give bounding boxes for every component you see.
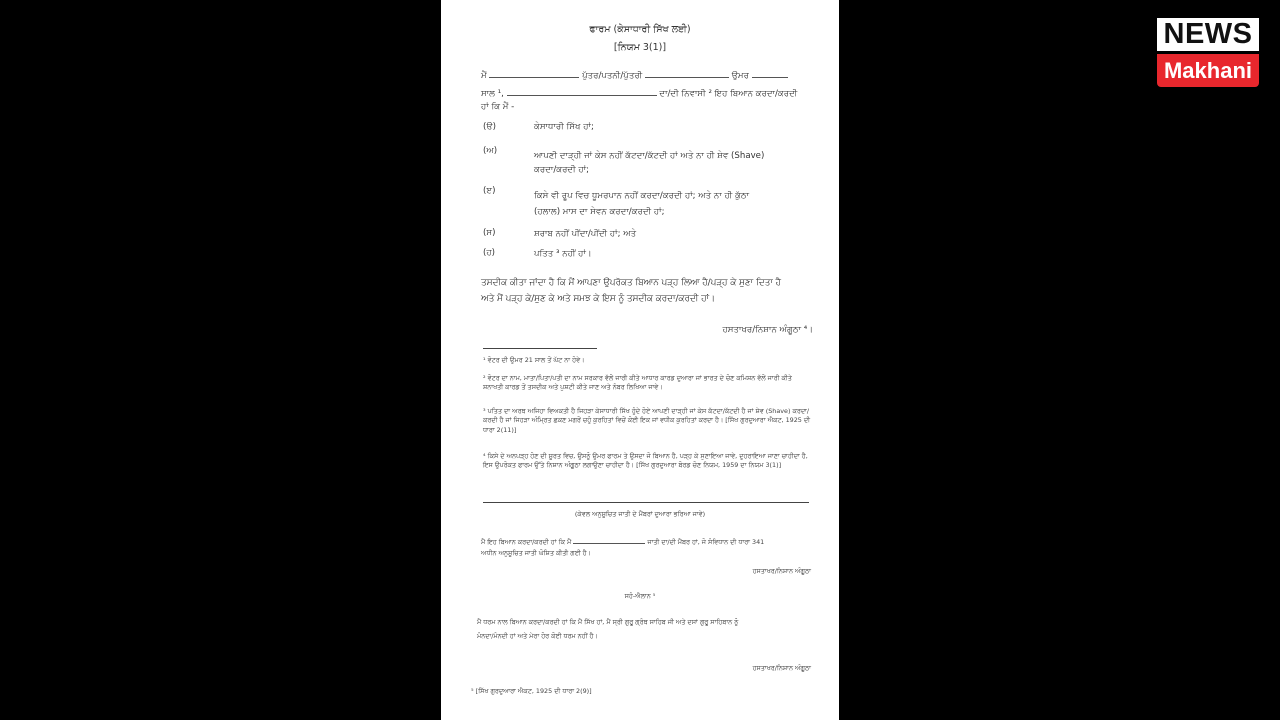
line1-a: ਮੈਂ — [481, 71, 487, 81]
relation-blank — [645, 68, 729, 78]
news-makhani-logo — [1157, 18, 1259, 87]
line2-a: ਸਾਲ ¹, — [481, 89, 504, 99]
sc-line-1 — [481, 536, 764, 547]
form-line-1 — [481, 68, 788, 83]
sahajdhari-heading: ਸਹੰ-ਐਲਾਨ ⁵ — [624, 592, 656, 600]
item-text: ਆਪਣੀ ਦਾੜ੍ਹੀ ਜਾਂ ਕੇਸ ਨਹੀਂ ਕੱਟਦਾ/ਕੱਟਦੀ ਹਾਂ ਅਤੇ ਨਾ ਹੀ ਸ਼ੇਵ (Shave) — [534, 151, 765, 161]
logo-top-text: NEWS — [1157, 18, 1259, 51]
logo-bottom-text: Makhani — [1157, 54, 1259, 87]
footnote-1: ¹ ਵੋਟਰ ਦੀ ਉਮਰ 21 ਸਾਲ ਤੋਂ ਘੱਟ ਨਾ ਹੋਵੇ। — [483, 356, 585, 364]
item-label: (ੳ) — [483, 122, 496, 132]
age-blank — [752, 68, 788, 78]
footnote-divider — [483, 348, 597, 349]
sahajdhari-line-1: ਮੈਂ ਧਰਮ ਨਾਲ ਬਿਆਨ ਕਰਦਾ/ਕਰਦੀ ਹਾਂ ਕਿ ਮੈਂ ਸਿੱਖ ਹਾਂ, ਮੈਂ ਸ੍ਰੀ ਗੁਰੂ ਗ੍ਰੰਥ ਸਾਹਿਬ ਜੀ ਅਤੇ ਦਸਾਂ ਗੁਰੂ ਸਾਹਿਬਾਨ ਨੂੰ — [477, 618, 739, 626]
verification-line-1: ਤਸਦੀਕ ਕੀਤਾ ਜਾਂਦਾ ਹੈ ਕਿ ਮੈਂ ਆਪਣਾ ਉਪਰੋਕਤ ਬਿਆਨ ਪੜ੍ਹ ਲਿਆ ਹੈ/ਪੜ੍ਹ ਕੇ ਸੁਣਾ ਦਿਤਾ ਹੈ — [481, 278, 781, 288]
form-rule: [ਨਿਯਮ 3(1)] — [613, 42, 667, 53]
item-text-cont: ਕਰਦਾ/ਕਰਦੀ ਹਾਂ; — [534, 165, 590, 175]
form-line-2 — [481, 86, 797, 101]
sc-line-2: ਅਧੀਨ ਅਨੁਸੂਚਿਤ ਜਾਤੀ ਘੋਸ਼ਿਤ ਕੀਤੀ ਗਈ ਹੈ। — [481, 549, 591, 557]
sc-line1-a: ਮੈਂ ਇਹ ਬਿਆਨ ਕਰਦਾ/ਕਰਦੀ ਹਾਂ ਕਿ ਮੈਂ — [481, 538, 572, 546]
residence-blank — [507, 86, 657, 96]
item-text: ਕਿਸੇ ਵੀ ਰੂਪ ਵਿਚ ਧੂਮਰਪਾਨ ਨਹੀਂ ਕਰਦਾ/ਕਰਦੀ ਹਾਂ; ਅਤੇ ਨਾ ਹੀ ਕੁੱਠਾ — [534, 191, 750, 201]
signature-label: ਹਸਤਾਖਰ/ਨਿਸ਼ਾਨ ਅੰਗੂਠਾ ⁴। — [722, 325, 813, 335]
item-label: (ਹ) — [483, 248, 495, 258]
line2-b: ਦਾ/ਦੀ ਨਿਵਾਸੀ ² ਇਹ ਬਿਆਨ ਕਰਦਾ/ਕਰਦੀ — [659, 89, 798, 99]
item-text: ਕੇਸਾਧਾਰੀ ਸਿੱਖ ਹਾਂ; — [534, 122, 594, 132]
bottom-footnote: ⁵ [ਸਿੱਖ ਗੁਰਦੁਆਰਾ ਐਕਟ, 1925 ਦੀ ਧਾਰਾ 2(9)] — [471, 687, 592, 695]
footnote-2: ² ਵੋਟਰ ਦਾ ਨਾਮ, ਮਾਤਾ/ਪਿਤਾ/ਪਤੀ ਦਾ ਨਾਮ ਸਰਕਾਰ ਵੱਲੋਂ ਜਾਰੀ ਕੀਤੇ ਆਧਾਰ ਕਾਰਡ ਦੁਆਰਾ ਜਾਂ ਭਾਰਤ ਦੇ ਚੋਣ ਕਮਿਸ਼ਨ ਵੱਲੋਂ ਜਾਰੀ ਕੀਤੇ ਸ਼ਨਾਖਤੀ ਕਾਰਡ ਤੋਂ ਤਸਦੀਕ ਅਤੇ ਪੁਸ਼ਟੀ ਕੀਤੇ ਜਾਣ ਅਤੇ ਨੰਬਰ ਲਿਖਿਆ ਜਾਵੇ। — [483, 374, 792, 392]
caste-blank — [573, 536, 645, 544]
footnote-4: ⁴ ਕਿਸੇ ਦੇ ਅਨਪੜ੍ਹ ਹੋਣ ਦੀ ਸੂਰਤ ਵਿਚ, ਉਸਨੂੰ ਉਮਰ ਫਾਰਮ ਤੇ ਉਸਦਾ ਜੋ ਬਿਆਨ ਹੈ, ਪੜ੍ਹ ਕੇ ਸੁਣਾਇਆ ਜਾਵੇ, ਦੁਹਰਾਇਆ ਜਾਣਾ ਚਾਹੀਦਾ ਹੈ, ਇਸ ਉਪਰੋਕਤ ਫਾਰਮ ਉੱਤੇ ਨਿਸ਼ਾਨ ਅੰਗੂਠਾ ਲਗਾਉਣਾ ਚਾਹੀਦਾ ਹੈ। [ਸਿੱਖ ਗੁਰਦੁਆਰਾ ਬੋਰਡ ਚੋਣ ਨਿਯਮ, 1959 ਦਾ ਨਿਯਮ 3(1)] — [483, 452, 808, 470]
name-blank — [489, 68, 579, 78]
line1-b: ਪੁੱਤਰ/ਪਤਨੀ/ਪੁੱਤਰੀ — [582, 71, 643, 81]
footnote-3: ³ ਪਤਿਤ ਦਾ ਅਰਥ ਅਜਿਹਾ ਵਿਅਕਤੀ ਹੈ ਜਿਹੜਾ ਕੇਸਾਧਾਰੀ ਸਿੱਖ ਹੁੰਦੇ ਹੋਏ ਆਪਣੀ ਦਾੜ੍ਹੀ ਜਾਂ ਕੇਸ ਕੱਟਦਾ/ਕੱਟਦੀ ਹੈ ਜਾਂ ਸ਼ੇਵ (Shave) ਕਰਦਾ/ਕਰਦੀ ਹੈ ਜਾਂ ਜਿਹੜਾ ਅੰਮ੍ਰਿਤ ਛਕਣ ਮਗਰੋਂ ਚਹੁੰ ਕੁਰਹਿਤਾਂ ਵਿਚੋਂ ਕੋਈ ਇਕ ਜਾਂ ਵਧੀਕ ਕੁਰਹਿਤਾਂ ਕਰਦਾ ਹੈ। [ਸਿੱਖ ਗੁਰਦੁਆਰਾ ਐਕਟ, 1925 ਦੀ ਧਾਰਾ 2(11)] — [483, 407, 811, 434]
item-text: ਸ਼ਰਾਬ ਨਹੀਂ ਪੀਂਦਾ/ਪੀਂਦੀ ਹਾਂ; ਅਤੇ — [534, 229, 637, 239]
form-document — [441, 0, 839, 720]
item-label: (ਅ) — [483, 146, 498, 156]
section-divider — [483, 502, 809, 503]
sc-line1-b: ਜਾਤੀ ਦਾ/ਦੀ ਮੈਂਬਰ ਹਾਂ, ਜੋ ਸੰਵਿਧਾਨ ਦੀ ਧਾਰਾ 341 — [647, 538, 765, 546]
item-text: ਪਤਿਤ ³ ਨਹੀਂ ਹਾਂ। — [534, 249, 592, 259]
item-label: (ੲ) — [483, 186, 496, 196]
sc-signature: ਹਸਤਾਖਰ/ਨਿਸ਼ਾਨ ਅੰਗੂਠਾ — [752, 567, 811, 575]
item-label: (ਸ) — [483, 228, 496, 238]
form-title: ਫਾਰਮ (ਕੇਸਾਧਾਰੀ ਸਿੱਖ ਲਈ) — [589, 24, 691, 35]
form-line-3: ਹਾਂ ਕਿ ਮੈਂ - — [481, 102, 515, 112]
item-text-cont: (ਹਲਾਲ) ਮਾਸ ਦਾ ਸੇਵਨ ਕਰਦਾ/ਕਰਦੀ ਹਾਂ; — [534, 207, 665, 217]
sc-heading: (ਕੇਵਲ ਅਨੁਸੂਚਿਤ ਜਾਤੀ ਦੇ ਮੈਂਬਰਾਂ ਦੁਆਰਾ ਭਰਿਆ ਜਾਵੇ) — [574, 510, 706, 518]
line1-c: ਉਮਰ — [731, 71, 749, 81]
verification-line-2: ਅਤੇ ਮੈਂ ਪੜ੍ਹ ਕੇ/ਸੁਣ ਕੇ ਅਤੇ ਸਮਝ ਕੇ ਇਸ ਨੂੰ ਤਸਦੀਕ ਕਰਦਾ/ਕਰਦੀ ਹਾਂ। — [481, 294, 715, 304]
final-signature: ਹਸਤਾਖਰ/ਨਿਸ਼ਾਨ ਅੰਗੂਠਾ — [752, 664, 811, 672]
sahajdhari-line-2: ਮੰਨਦਾ/ਮੰਨਦੀ ਹਾਂ ਅਤੇ ਮੇਰਾ ਹੋਰ ਕੋਈ ਧਰਮ ਨਹੀਂ ਹੈ। — [477, 632, 598, 640]
